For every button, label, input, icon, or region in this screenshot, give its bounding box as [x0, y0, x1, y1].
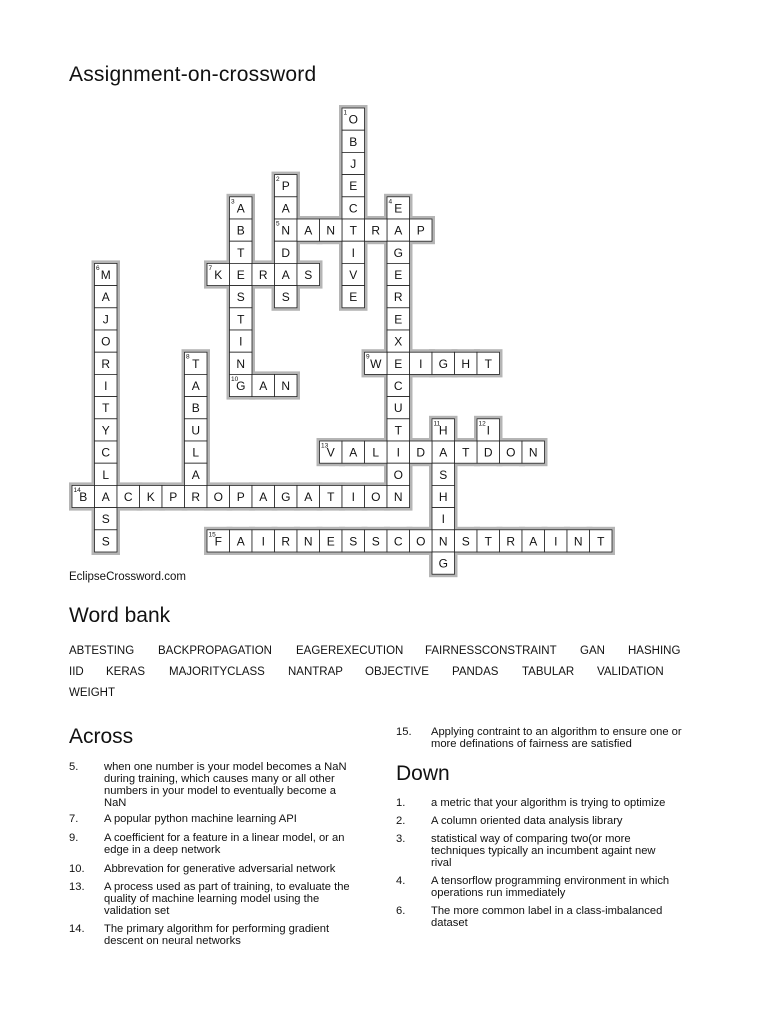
cell-letter: L	[192, 445, 200, 460]
cell-letter: N	[281, 223, 291, 238]
cell-letter: N	[236, 356, 246, 371]
cell-letter: P	[416, 223, 425, 238]
word-bank-item: TABULAR	[522, 666, 575, 678]
cell-letter: M	[100, 268, 111, 282]
cell-letter: T	[102, 401, 110, 416]
cell-letter: C	[348, 201, 358, 216]
word-bank-item: GAN	[580, 645, 605, 657]
cell-letter: A	[349, 445, 358, 460]
cell-letter: A	[236, 201, 245, 216]
cell-letter: E	[349, 290, 358, 305]
clue-text: Abbrevation for generative adversarial network	[104, 863, 336, 875]
cell-letter: U	[393, 401, 403, 416]
cell-letter: T	[349, 223, 357, 238]
cell-letter: A	[281, 201, 290, 216]
cell-letter: A	[191, 379, 200, 393]
cell-letter: T	[237, 312, 245, 327]
cell-letter: T	[327, 490, 335, 504]
clue-text: A popular python machine learning API	[104, 813, 297, 825]
cell-letter: A	[529, 534, 538, 549]
clue-index: 14.	[69, 923, 85, 935]
cell-letter: A	[439, 445, 448, 460]
word-bank-item: EAGEREXECUTION	[296, 645, 404, 657]
cell-letter: G	[281, 490, 291, 504]
cell-letter: N	[573, 534, 583, 549]
cell-letter: E	[236, 268, 245, 282]
clue-number: 1	[343, 109, 348, 117]
cell-letter: R	[258, 268, 268, 282]
cell-letter: O	[371, 490, 381, 504]
word-bank-item: MAJORITYCLASS	[169, 666, 265, 678]
source-credit: EclipseCrossword.com	[69, 571, 186, 583]
clue-index: 4.	[396, 875, 406, 887]
cell-letter: T	[237, 245, 245, 260]
cell-letter: O	[416, 534, 426, 549]
cell-letter: R	[191, 490, 201, 504]
cell-letter: S	[304, 268, 313, 282]
cell-letter: Y	[101, 423, 110, 438]
cell-letter: C	[123, 490, 133, 504]
word-bank-item: ABTESTING	[69, 645, 135, 657]
clue-number: 7	[208, 264, 213, 272]
cell-letter: O	[213, 490, 223, 504]
cell-letter: I	[351, 245, 355, 260]
clue-index: 1.	[396, 797, 406, 809]
clue-text: The more common label in a class-imbalanced dataset	[431, 905, 663, 929]
cell-letter: V	[326, 445, 335, 460]
clue-text: A tensorflow programming environment in which operations run immediately	[431, 875, 670, 899]
cell-letter: I	[554, 534, 558, 549]
clue-number: 13	[321, 442, 329, 450]
cell-letter: G	[438, 556, 448, 571]
clue-index: 9.	[69, 832, 79, 844]
cell-letter: C	[393, 534, 403, 549]
cell-letter: N	[326, 223, 336, 238]
word-bank-item: BACKPROPAGATION	[158, 645, 272, 657]
clue-index: 2.	[396, 815, 406, 827]
cell-letter: S	[101, 512, 110, 527]
cell-letter: A	[191, 467, 200, 482]
cell-letter: A	[281, 268, 290, 282]
cell-letter: A	[304, 223, 313, 238]
cell-letter: S	[371, 534, 380, 549]
cell-letter: G	[236, 379, 246, 393]
clue-number: 6	[96, 264, 100, 272]
cell-letter: S	[439, 467, 448, 482]
clue-number: 8	[186, 353, 190, 361]
across-heading: Across	[69, 725, 134, 748]
cell-letter: N	[528, 445, 538, 460]
cell-letter: T	[484, 534, 492, 549]
cell-letter: D	[416, 445, 426, 460]
clue-text: The primary algorithm for performing gradient descent on neural networks	[104, 923, 330, 947]
cell-letter: E	[394, 312, 403, 327]
cell-letter: N	[281, 379, 291, 393]
cell-letter: T	[484, 356, 492, 371]
cell-letter: P	[169, 490, 178, 504]
cell-letter: S	[101, 534, 110, 549]
word-bank-item: OBJECTIVE	[365, 666, 429, 678]
word-bank-item: HASHING	[628, 645, 681, 657]
cell-letter: V	[349, 268, 358, 282]
cell-letter: A	[236, 534, 245, 549]
cell-letter: I	[486, 423, 490, 438]
down-heading: Down	[396, 762, 450, 785]
cell-letter: O	[393, 467, 403, 482]
cell-letter: N	[393, 490, 403, 504]
clue-number: 15	[208, 531, 216, 539]
cell-letter: I	[104, 379, 108, 393]
cell-letter: K	[214, 268, 223, 282]
cell-letter: D	[281, 245, 291, 260]
cell-letter: H	[438, 423, 448, 438]
word-bank-item: KERAS	[106, 666, 145, 678]
cell-letter: E	[394, 356, 403, 371]
word-bank-item: FAIRNESSCONSTRAINT	[425, 645, 557, 657]
cell-letter: I	[396, 445, 400, 460]
word-bank-item: VALIDATION	[597, 666, 664, 678]
cell-letter: X	[394, 334, 403, 349]
clue-index: 15.	[396, 726, 412, 738]
cell-letter: B	[191, 401, 200, 416]
cell-letter: H	[438, 490, 448, 504]
cell-letter: P	[281, 179, 290, 194]
clue-index: 13.	[69, 881, 85, 893]
clue-number: 14	[73, 486, 81, 494]
cell-letter: A	[259, 379, 268, 393]
cell-letter: J	[102, 312, 109, 327]
cell-letter: U	[191, 423, 201, 438]
cell-letter: T	[192, 356, 200, 371]
cell-letter: N	[438, 534, 448, 549]
clue-index: 3.	[396, 833, 406, 845]
clue-index: 10.	[69, 863, 85, 875]
cell-letter: L	[102, 467, 110, 482]
cell-letter: O	[101, 334, 111, 349]
cell-letter: D	[483, 445, 493, 460]
word-bank-item: WEIGHT	[69, 687, 115, 699]
cell-letter: B	[79, 490, 88, 504]
cell-letter: N	[303, 534, 313, 549]
clue-text: A column oriented data analysis library	[431, 815, 623, 827]
clue-number: 10	[231, 375, 239, 383]
cell-letter: T	[462, 445, 470, 460]
clue-number: 9	[366, 353, 370, 361]
cell-letter: I	[419, 356, 423, 371]
cell-letter: C	[101, 445, 111, 460]
cell-letter: R	[393, 290, 403, 305]
cell-letter: I	[261, 534, 265, 549]
cell-letter: J	[350, 157, 357, 171]
cell-letter: I	[351, 490, 355, 504]
cell-letter: F	[214, 534, 222, 549]
word-bank-item: NANTRAP	[288, 666, 343, 678]
clue-text: when one number is your model becomes a NaN during training, which causes many or all other numbers in your model to eventually become a NaN	[104, 761, 347, 809]
cell-letter: E	[349, 179, 358, 194]
word-bank-item: PANDAS	[452, 666, 499, 678]
cell-letter: A	[304, 490, 313, 504]
cell-letter: I	[239, 334, 243, 349]
cell-letter: L	[372, 445, 380, 460]
clue-index: 5.	[69, 761, 79, 773]
clue-text: Applying contraint to an algorithm to ensure one or more definations of fairness are satisfied	[431, 726, 682, 750]
cell-letter: O	[506, 445, 516, 460]
cell-letter: A	[101, 290, 110, 305]
clue-number: 12	[478, 420, 486, 428]
cell-letter: A	[259, 490, 268, 504]
clue-number: 4	[388, 198, 393, 206]
cell-letter: S	[349, 534, 358, 549]
cell-letter: S	[236, 290, 245, 305]
cell-letter: K	[146, 490, 155, 504]
cell-letter: S	[461, 534, 470, 549]
cell-letter: H	[461, 356, 471, 371]
cell-letter: A	[101, 490, 110, 504]
cell-letter: E	[394, 201, 403, 216]
clue-number: 5	[276, 220, 280, 228]
clue-text: a metric that your algorithm is trying to optimize	[431, 797, 666, 809]
cell-letter: C	[393, 379, 403, 393]
cell-letter: E	[326, 534, 335, 549]
clue-text: A process used as part of training, to evaluate the quality of machine learning model using the validation set	[104, 881, 350, 917]
cell-letter: T	[597, 534, 605, 549]
word-bank-item: IID	[69, 666, 84, 678]
word-bank-heading: Word bank	[69, 604, 171, 627]
cell-letter: R	[506, 534, 516, 549]
cell-letter: S	[281, 290, 290, 305]
cell-letter: T	[394, 423, 402, 438]
cell-letter: P	[236, 490, 245, 504]
cell-letter: E	[394, 268, 403, 282]
cell-letter: O	[348, 112, 358, 127]
page-title: Assignment-on-crossword	[69, 63, 317, 86]
cell-letter: W	[370, 356, 382, 371]
clue-index: 6.	[396, 905, 406, 917]
cell-letter: R	[281, 534, 291, 549]
cell-letter: B	[349, 134, 358, 149]
clue-text: statistical way of comparing two(or more techniques typically an incumbent againt new rival	[431, 833, 656, 869]
clue-number: 11	[433, 420, 441, 428]
cell-letter: B	[236, 223, 245, 238]
clue-text: A coefficient for a feature in a linear model, or an edge in a deep network	[104, 832, 345, 856]
cell-letter: G	[438, 356, 448, 371]
cell-letter: A	[394, 223, 403, 238]
cell-letter: G	[393, 245, 403, 260]
cell-letter: I	[441, 512, 445, 527]
cell-letter: R	[101, 356, 111, 371]
cell-letter: R	[371, 223, 381, 238]
clue-number: 3	[231, 198, 235, 206]
clue-number: 2	[276, 176, 280, 184]
clue-index: 7.	[69, 813, 79, 825]
